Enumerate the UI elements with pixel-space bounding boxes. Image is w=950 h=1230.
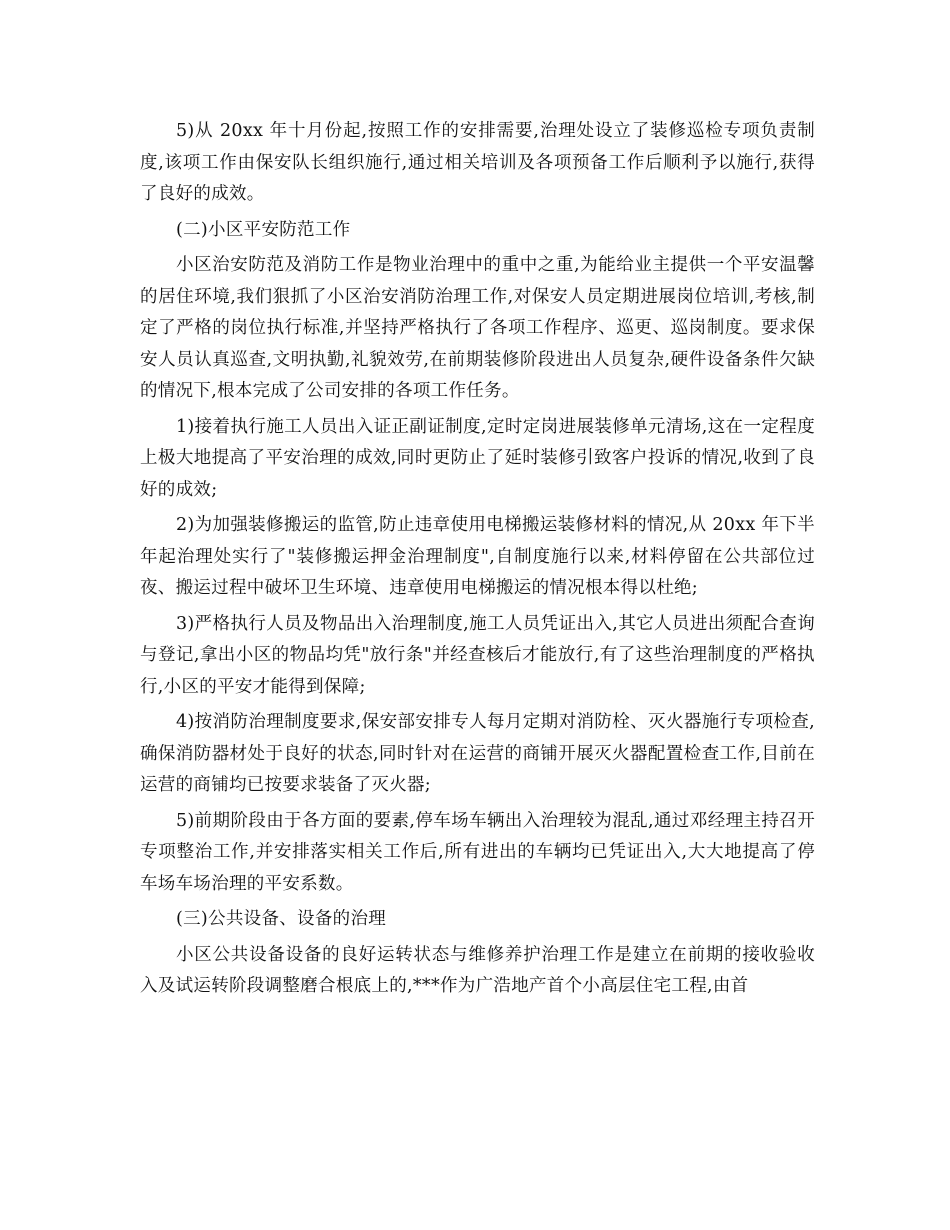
paragraph-renovation-inspection: 5)从 20xx 年十月份起,按照工作的安排需要,治理处设立了装修巡检专项负责制度,该项工作由保安队长组织施行,通过相关培训及各项预备工作后顺利予以施行,获得了良好的成效。 <box>140 121 815 204</box>
paragraph-facilities-overview: 小区公共设备设备的良好运转状态与维修养护治理工作是建立在前期的接收验收入及试运转阶段调整磨合根底上的,***作为广浩地产首个小高层住宅工程,由首 <box>140 944 815 996</box>
paragraph-parking: 5)前期阶段由于各方面的要素,停车场车辆出入治理较为混乱,通过邓经理主持召开专项整治工作,并安排落实相关工作后,所有进出的车辆均已凭证出入,大大地提高了停车场车场治理的平安系数。 <box>140 810 815 894</box>
paragraph-security-overview: 小区治安防范及消防工作是物业治理中的重中之重,为能给业主提供一个平安温馨的居住环境,我们狠抓了小区治安消防治理工作,对保安人员定期进展岗位培训,考核,制定了严格的岗位执行标准,并坚持严格执行了各项工作程序、巡更、巡岗制度。要求保安人员认真巡查,文明执勤,礼貌效劳,在前期装修阶段进出人员复杂,硬件设备条件欠缺的情况下,根本完成了公司安排的各项工作任务。 <box>140 255 815 401</box>
paragraph-fire-inspection: 4)按消防治理制度要求,保安部安排专人每月定期对消防栓、灭火器施行专项检查,确保消防器材处于良好的状态,同时针对在运营的商铺开展灭火器配置检查工作,目前在运营的商铺均已按要求装备了灭火器; <box>140 712 815 795</box>
paragraph-worker-pass: 1)接着执行施工人员出入证正副证制度,定时定岗进展装修单元清场,这在一定程度上极大地提高了平安治理的成效,同时更防止了延时装修引致客户投诉的情况,收到了良好的成效; <box>140 416 815 500</box>
paragraph-moving-deposit: 2)为加强装修搬运的监管,防止违章使用电梯搬运装修材料的情况,从 20xx 年下半年起治理处实行了"装修搬运押金治理制度",自制度施行以来,材料停留在公共部位过夜、搬运过程中破坏卫生环境、违章使用电梯搬运的情况根本得以杜绝; <box>140 515 815 598</box>
paragraph-entry-exit: 3)严格执行人员及物品出入治理制度,施工人员凭证出入,其它人员进出须配合查询与登记,拿出小区的物品均凭"放行条"并经查核后才能放行,有了这些治理制度的严格执行,小区的平安才能得到保障; <box>140 613 815 697</box>
section-heading-security: (二)小区平安防范工作 <box>176 219 351 240</box>
section-heading-facilities: (三)公共设备、设备的治理 <box>176 909 387 929</box>
document-page <box>140 116 815 1007</box>
